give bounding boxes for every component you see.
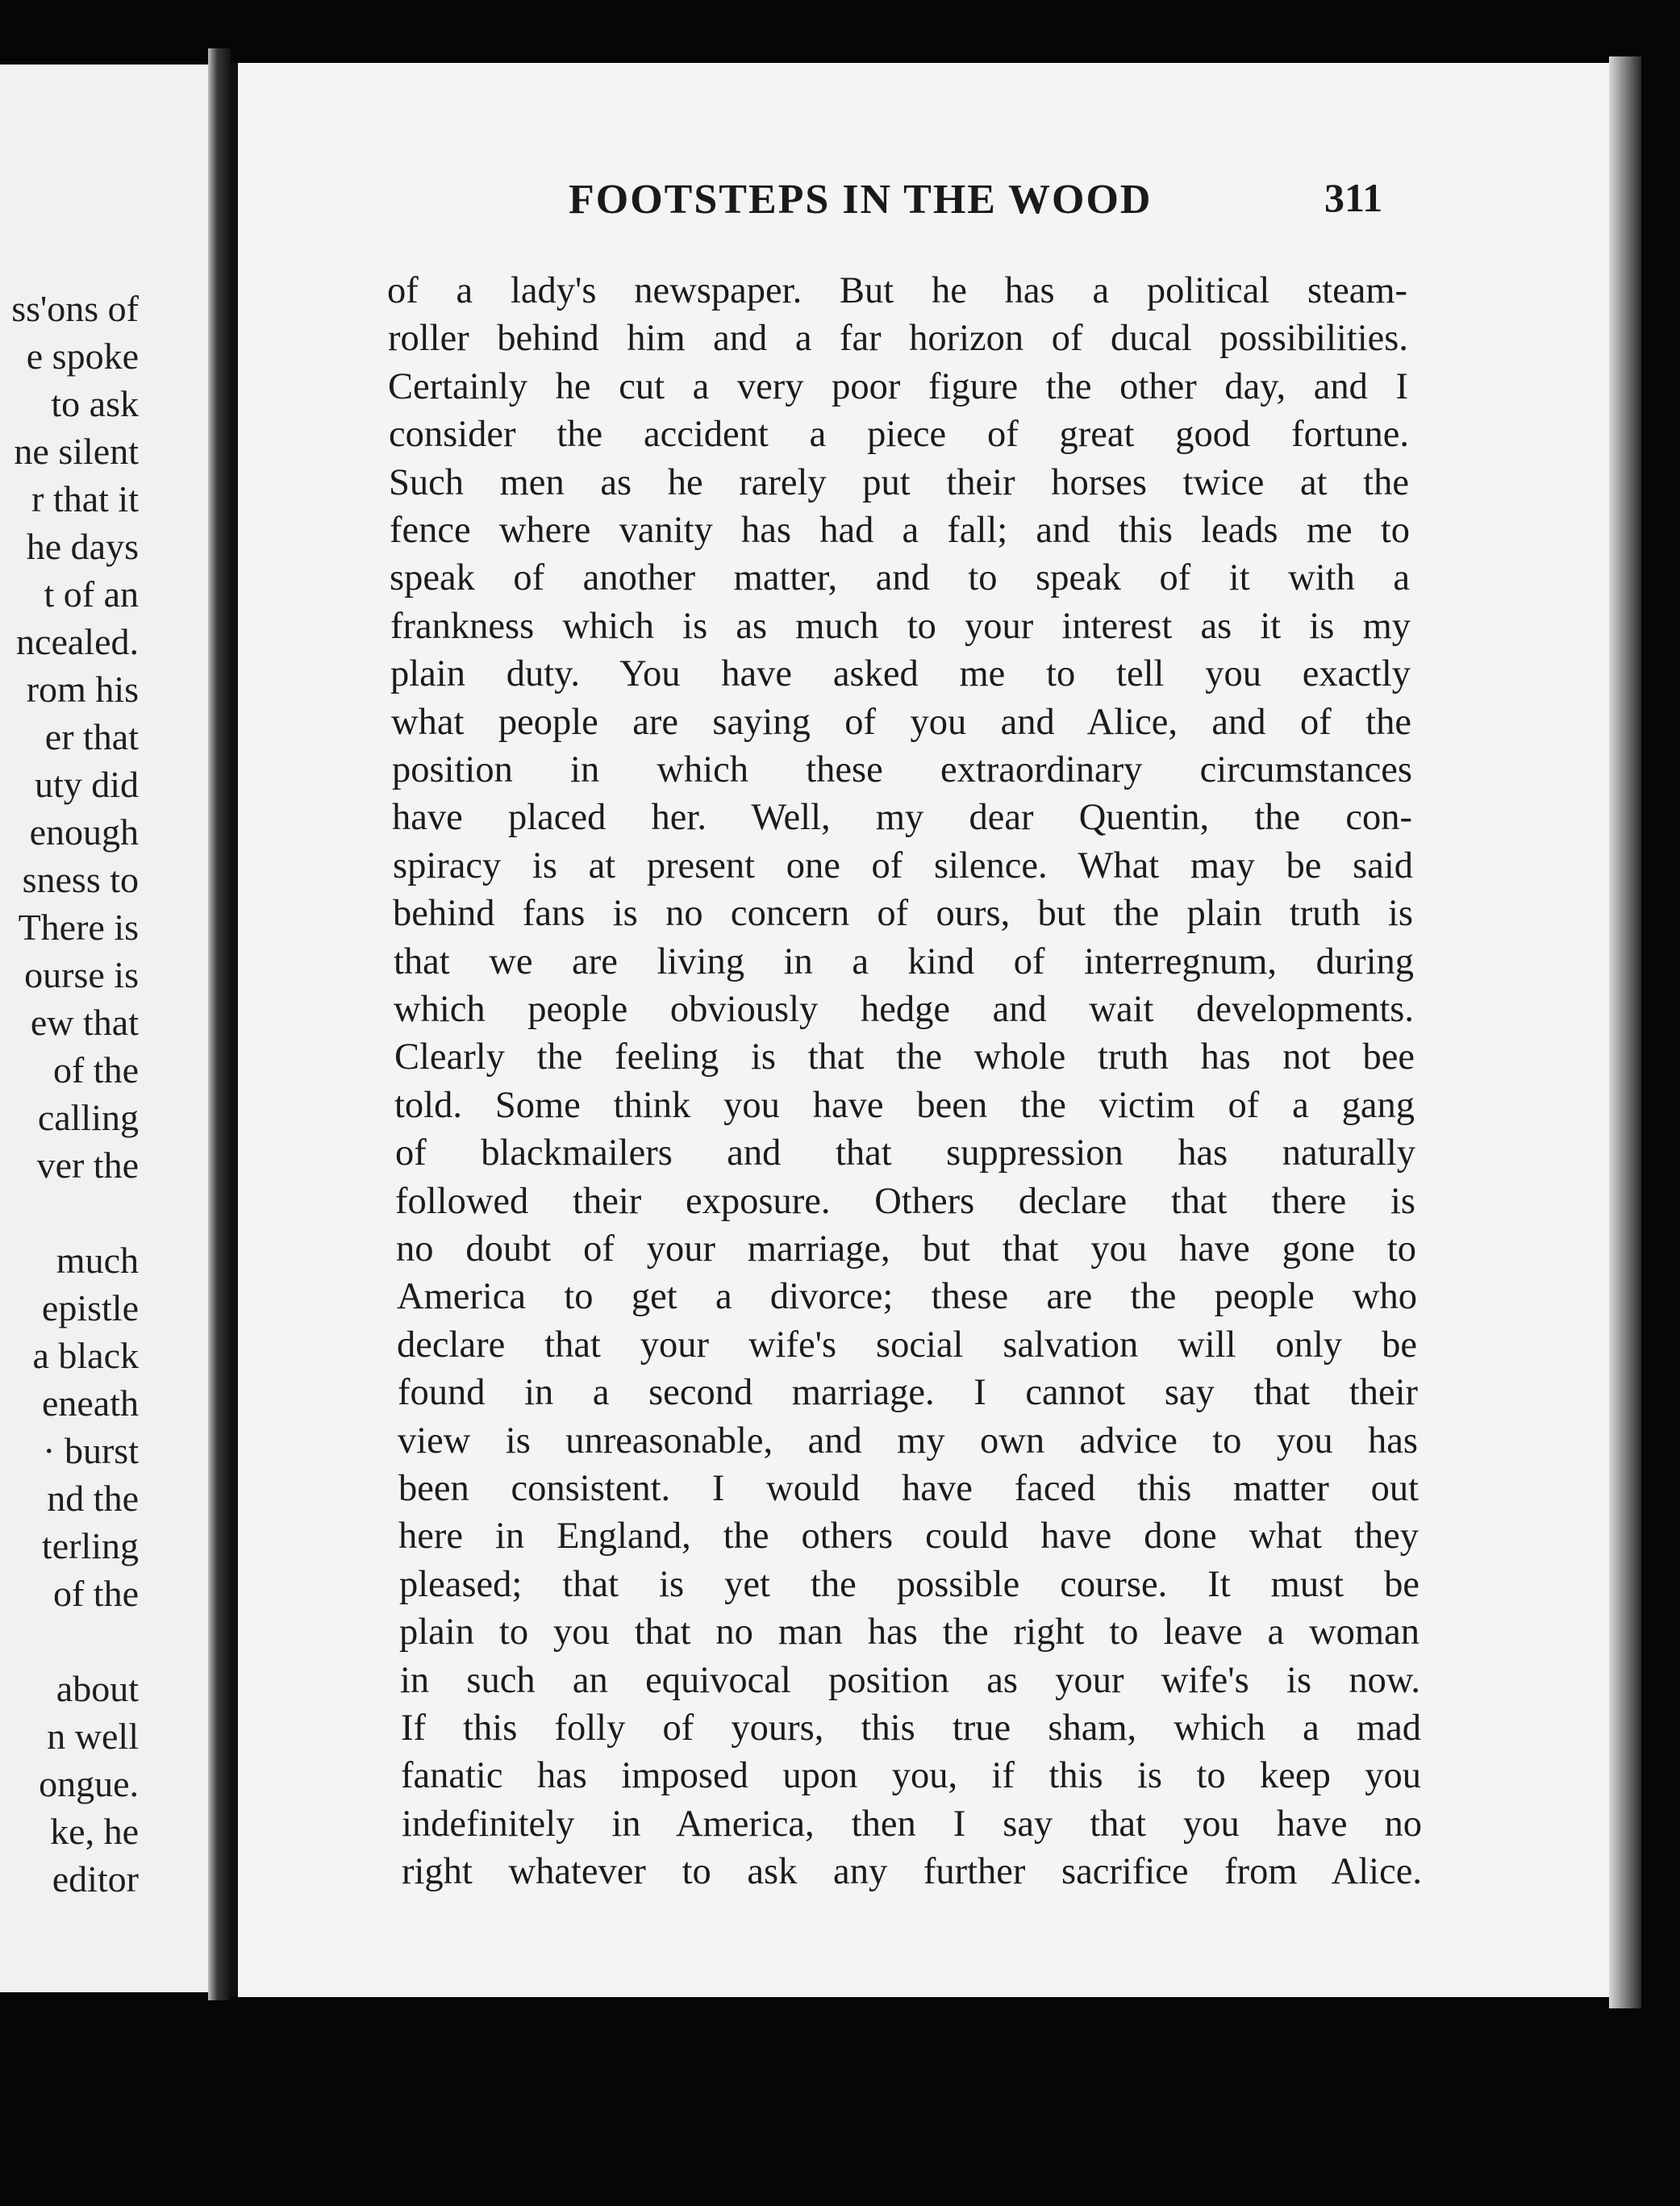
body-line: of blackmailers and that suppression has naturally xyxy=(395,1132,1415,1174)
page-number: 311 xyxy=(1324,175,1383,220)
left-page-line: sness to xyxy=(22,859,139,900)
body-line: frankness which is as much to your interest as it is my xyxy=(390,605,1411,647)
body-line: declare that your wife's social salvation will only be xyxy=(397,1324,1417,1366)
body-line: what people are saying of you and Alice, and of the xyxy=(391,701,1411,743)
body-line: view is unreasonable, and my own advice to you has xyxy=(398,1420,1418,1462)
left-page-line: of the xyxy=(52,1573,139,1614)
left-page-line: t of an xyxy=(44,573,139,615)
body-line: speak of another matter, and to speak of it with a xyxy=(390,557,1410,599)
left-page-line: of the xyxy=(52,1049,139,1090)
body-line: spiracy is at present one of silence. What may be said xyxy=(393,844,1413,886)
body-line: which people obviously hedge and wait developments. xyxy=(394,989,1414,1030)
left-page-line: a black xyxy=(32,1335,139,1376)
body-line: fanatic has imposed upon you, if this is to keep you xyxy=(401,1755,1421,1797)
body-line: pleased; that is yet the possible course. It must be xyxy=(399,1563,1419,1605)
left-page-line: enough xyxy=(29,811,139,853)
body-line: been consistent. I would have faced this matter out xyxy=(398,1468,1419,1509)
left-page-line: ver the xyxy=(36,1145,139,1186)
gutter-shadow xyxy=(208,48,231,2000)
left-page-line: e spoke xyxy=(26,336,139,377)
left-page-line: There is xyxy=(18,907,139,948)
body-line: followed their exposure. Others declare that there is xyxy=(395,1180,1415,1222)
left-page-line: ew that xyxy=(30,1002,139,1043)
running-head: FOOTSTEPS IN THE WOOD xyxy=(569,177,1153,223)
body-line: indefinitely in America, then I say that you have no xyxy=(402,1803,1422,1845)
left-page-line: ne silent xyxy=(14,431,139,472)
left-page-line: ss'ons of xyxy=(11,288,139,329)
body-line: behind fans is no concern of ours, but the plain truth is xyxy=(393,893,1413,935)
left-page-line: to ask xyxy=(51,383,139,424)
body-line: consider the accident a piece of great good fortune. xyxy=(389,414,1409,456)
body-line: found in a second marriage. I cannot say that their xyxy=(398,1372,1418,1414)
left-page-line: n well xyxy=(47,1716,139,1757)
left-page-line: epistle xyxy=(41,1287,139,1328)
body-line: right whatever to ask any further sacrifice from Alice. xyxy=(402,1851,1422,1893)
body-line: Such men as he rarely put their horses twice at the xyxy=(389,461,1409,503)
left-page-line: ongue. xyxy=(39,1763,139,1804)
body-line: plain to you that no man has the right to leave a woman xyxy=(399,1612,1419,1653)
body-line: of a lady's newspaper. But he has a political steam- xyxy=(387,270,1407,311)
left-page-line: · burst xyxy=(43,1430,139,1471)
body-line: roller behind him and a far horizon of ducal possibilities. xyxy=(388,318,1408,360)
left-page-line: about xyxy=(56,1668,139,1709)
left-page-line: nd the xyxy=(47,1478,139,1519)
body-line: If this folly of yours, this true sham, which a mad xyxy=(401,1708,1421,1749)
left-page-line: ke, he xyxy=(50,1811,139,1852)
body-line: no doubt of your marriage, but that you have gone to xyxy=(396,1228,1416,1270)
body-line: here in England, the others could have done what they xyxy=(398,1516,1419,1558)
left-page-line: er that xyxy=(44,716,139,757)
left-page-line: terling xyxy=(41,1525,139,1566)
body-line: Certainly he cut a very poor figure the other day, and I xyxy=(388,365,1408,407)
body-line: fence where vanity has had a fall; and this leads me to xyxy=(390,510,1410,551)
left-page-line: uty did xyxy=(34,764,139,805)
left-page-line: calling xyxy=(37,1097,139,1138)
body-line: position in which these extraordinary circumstances xyxy=(392,749,1412,790)
body-line: that we are living in a kind of interregnum, during xyxy=(394,940,1414,982)
page-edge-shadow xyxy=(1609,56,1641,2008)
left-page-line: ncealed. xyxy=(16,621,139,662)
left-page-line: eneath xyxy=(41,1382,139,1424)
left-facing-page xyxy=(0,65,216,1992)
left-page-line: rom his xyxy=(26,669,139,710)
body-line: Clearly the feeling is that the whole truth has not bee xyxy=(394,1036,1415,1078)
body-line: America to get a divorce; these are the people who xyxy=(397,1276,1417,1318)
left-page-line: he days xyxy=(26,526,139,567)
left-page-line: much xyxy=(56,1240,139,1281)
left-page-line: ourse is xyxy=(24,954,139,995)
body-line: in such an equivocal position as your wife's is now. xyxy=(400,1659,1420,1701)
left-page-line: editor xyxy=(52,1858,139,1899)
left-page-line: r that it xyxy=(31,478,139,519)
body-line: have placed her. Well, my dear Quentin, the con- xyxy=(392,797,1412,839)
body-line: told. Some think you have been the victim of a gang xyxy=(394,1084,1415,1126)
body-line: plain duty. You have asked me to tell you exactly xyxy=(390,653,1411,695)
